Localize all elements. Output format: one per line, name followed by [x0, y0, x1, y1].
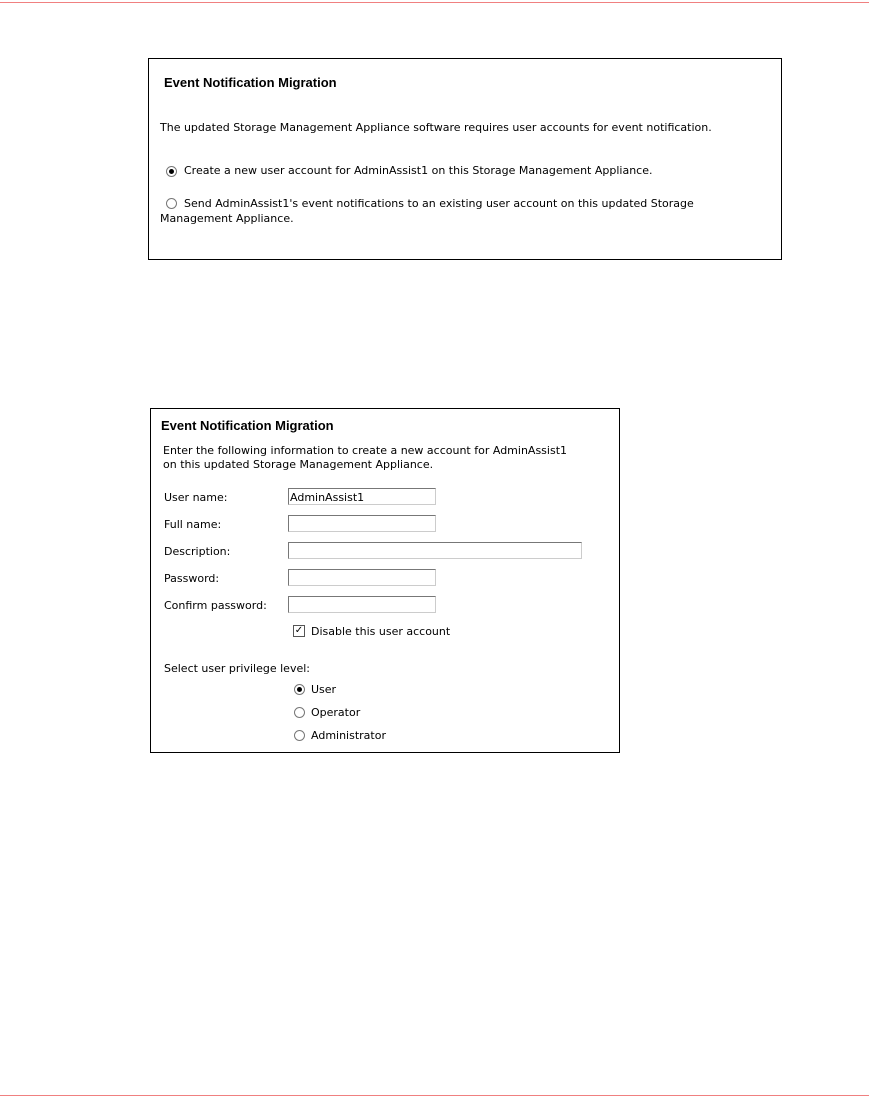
intro-text-cont: on this updated Storage Management Appliance. — [163, 458, 434, 471]
user-name-label: User name: — [164, 491, 228, 504]
create-account-radio[interactable] — [166, 166, 177, 177]
password-label: Password: — [164, 572, 220, 585]
privilege-operator-radio[interactable] — [294, 707, 305, 718]
full-name-label: Full name: — [164, 518, 222, 531]
panel-description: The updated Storage Management Appliance software requires user accounts for event notification. — [160, 121, 712, 134]
migration-choice-panel — [148, 58, 782, 260]
existing-account-label[interactable]: Send AdminAssist1's event notifications to an existing user account on this updated Storage — [184, 197, 694, 210]
privilege-user-radio[interactable] — [294, 684, 305, 695]
panel-title: Event Notification Migration — [164, 75, 337, 90]
disable-account-label[interactable]: Disable this user account — [311, 625, 451, 638]
user-name-input[interactable]: AdminAssist1 — [288, 488, 436, 505]
description-label: Description: — [164, 545, 231, 558]
existing-account-label-cont[interactable]: Management Appliance. — [160, 212, 294, 225]
full-name-input[interactable] — [288, 515, 436, 532]
panel-title: Event Notification Migration — [161, 418, 334, 433]
privilege-operator-label[interactable]: Operator — [311, 706, 361, 719]
create-account-label[interactable]: Create a new user account for AdminAssist1 on this Storage Management Appliance. — [184, 164, 653, 177]
password-input[interactable] — [288, 569, 436, 586]
confirm-password-label: Confirm password: — [164, 599, 267, 612]
create-account-panel — [150, 408, 620, 753]
privilege-administrator-label[interactable]: Administrator — [311, 729, 386, 742]
header-rule — [0, 2, 869, 3]
description-input[interactable] — [288, 542, 582, 559]
privilege-user-label[interactable]: User — [311, 683, 337, 696]
footer-rule — [0, 1095, 869, 1096]
confirm-password-input[interactable] — [288, 596, 436, 613]
disable-account-checkbox[interactable]: ✓ — [294, 625, 304, 636]
existing-account-radio[interactable] — [166, 198, 177, 209]
privilege-level-label: Select user privilege level: — [164, 662, 310, 675]
privilege-administrator-radio[interactable] — [294, 730, 305, 741]
intro-text: Enter the following information to create a new account for AdminAssist1 — [163, 444, 568, 457]
